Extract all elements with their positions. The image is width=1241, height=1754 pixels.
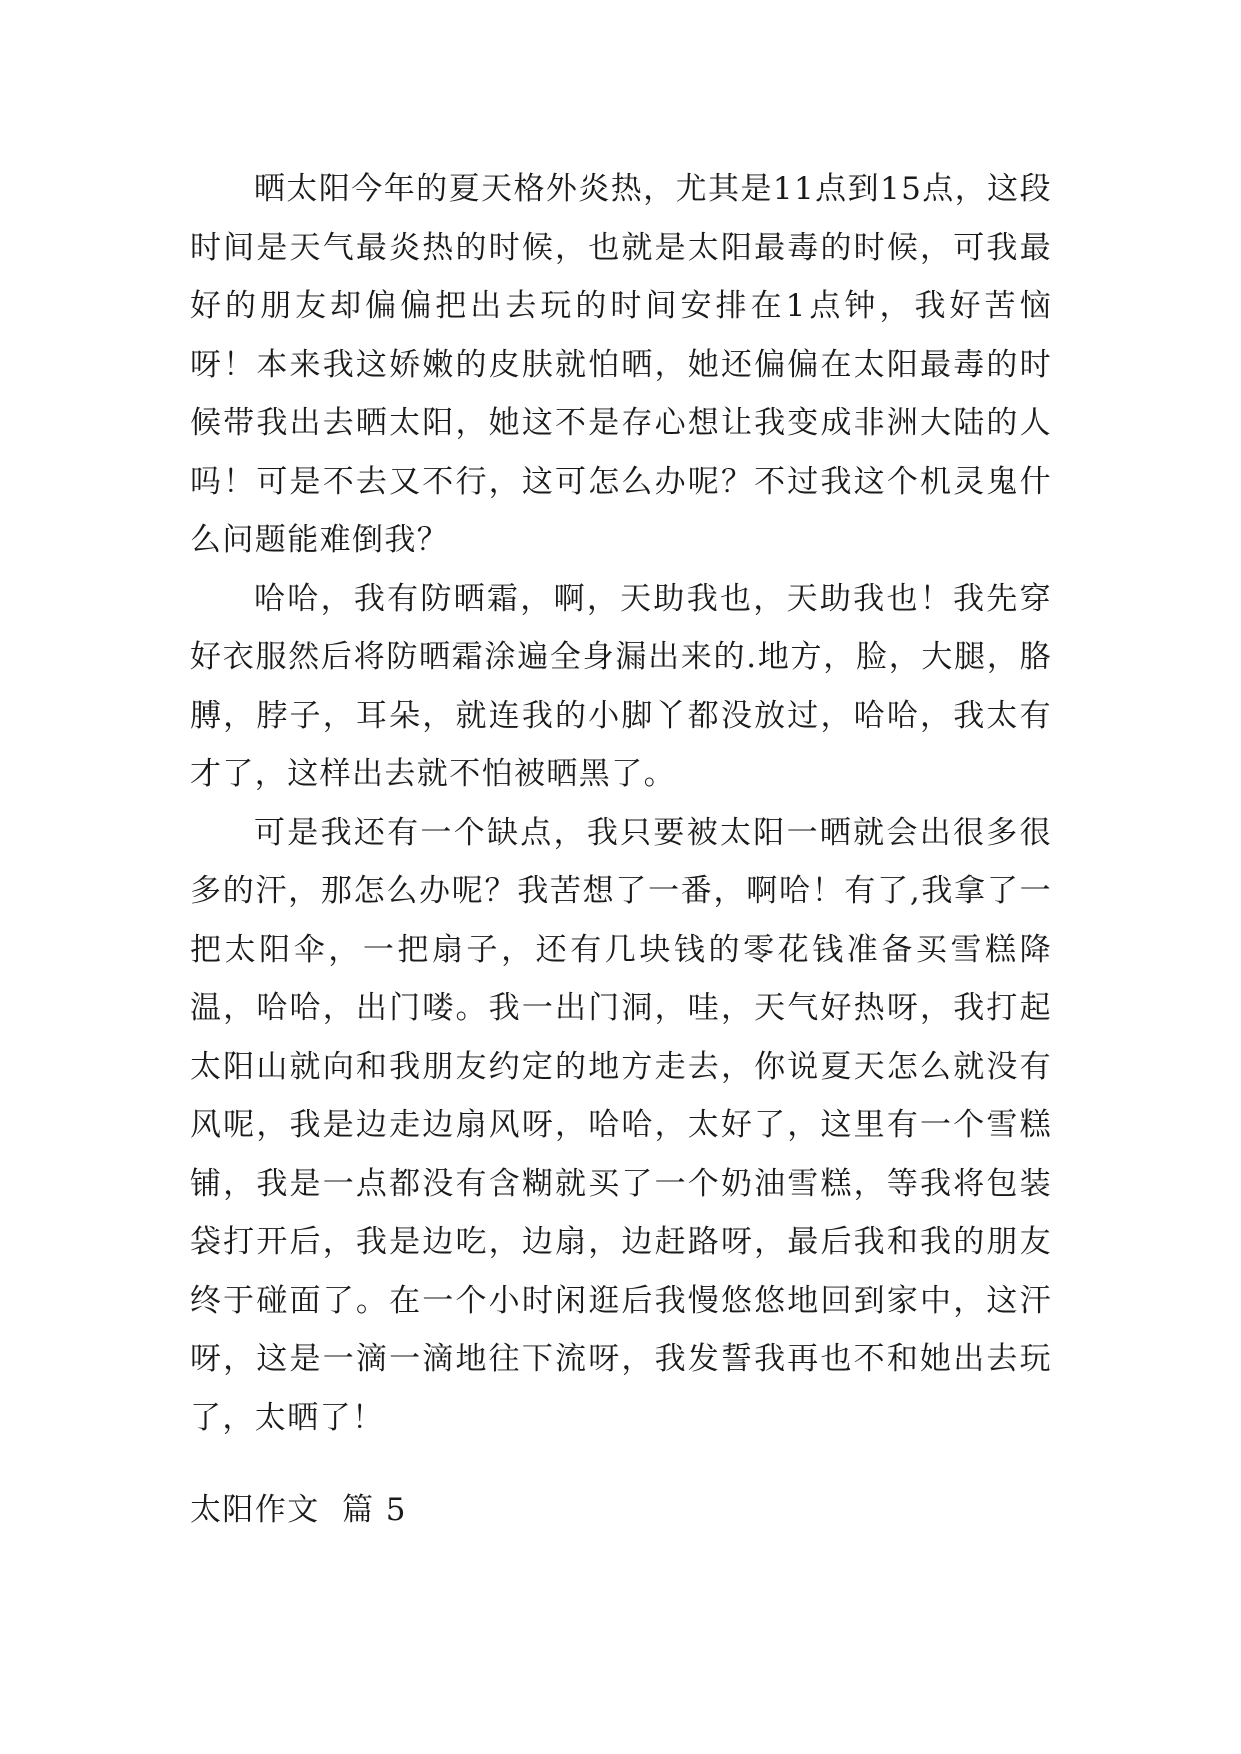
document-body — [190, 160, 1052, 1447]
paragraph-3: 可是我还有一个缺点，我只要被太阳一晒就会出很多很多的汗，那怎么办呢？我苦想了一番，啊哈！有了,我拿了一把太阳伞，一把扇子，还有几块钱的零花钱准备买雪糕降温，哈哈，出门喽。我一出门洞，哇，天气好热呀，我打起太阳山就向和我朋友约定的地方走去，你说夏天怎么就没有风呢，我是边走边扇风呀，哈哈，太好了，这里有一个雪糕铺，我是一点都没有含糊就买了一个奶油雪糕，等我将包装袋打开后，我是边吃，边扇，边赶路呀，最后我和我的朋友终于碰面了。在一个小时闲逛后我慢悠悠地回到家中，这汗呀，这是一滴一滴地往下流呀，我发誓我再也不和她出去玩了，太晒了！ — [190, 814, 1052, 1436]
section-heading: 太阳作文 篇 5 — [190, 1492, 407, 1528]
paragraph-2: 哈哈，我有防晒霜，啊，天助我也，天助我也！我先穿好衣服然后将防晒霜涂遍全身漏出来的.地方，脸，大腿，胳膊，脖子，耳朵，就连我的小脚丫都没放过，哈哈，我太有才了，这样出去就不怕被晒黑了。 — [190, 580, 1052, 792]
paragraph-1: 晒太阳今年的夏天格外炎热，尤其是11点到15点，这段时间是天气最炎热的时候，也就是太阳最毒的时候，可我最好的朋友却偏偏把出去玩的时间安排在1点钟，我好苦恼呀！本来我这娇嫩的皮肤就怕晒，她还偏偏在太阳最毒的时候带我出去晒太阳，她这不是存心想让我变成非洲大陆的人吗！可是不去又不行，这可怎么办呢？不过我这个机灵鬼什么问题能难倒我？ — [190, 171, 1052, 558]
